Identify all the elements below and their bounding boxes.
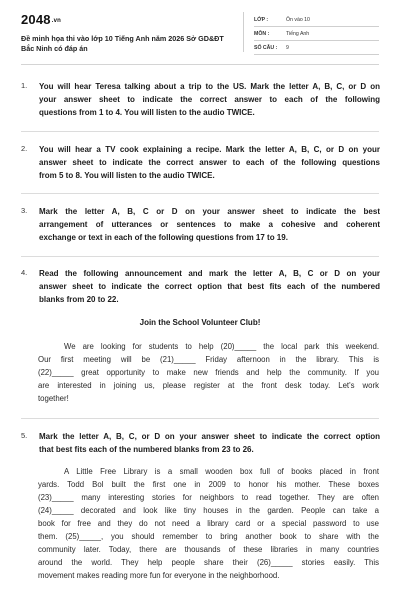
section-divider <box>21 193 379 194</box>
instruction-line: that best fits each of the numbered blanks from 23 to 26. <box>39 445 254 454</box>
section-instruction <box>39 205 380 244</box>
section-instruction <box>39 80 380 119</box>
instruction-line: questions from 1 to 4. You will listen to the audio TWICE. <box>39 108 255 117</box>
section-number: 5. <box>21 431 28 440</box>
passage-line: book for free and they do not need a library card or a special password to use <box>38 519 379 528</box>
section-instruction <box>39 430 380 456</box>
passage-line: A Little Free Library is a small wooden box full of books placed in front <box>64 467 379 476</box>
meta-class-label: LỚP : <box>254 17 269 23</box>
meta-subject <box>254 28 379 41</box>
passage-line: together! <box>38 394 69 403</box>
instruction-line: blanks from 20 to 22. <box>39 295 119 304</box>
passage-line: We are looking for students to help (20)_____ the local park this weekend. <box>64 342 379 351</box>
meta-question-count-label: SỐ CÂU : <box>254 45 278 51</box>
instruction-line: arrangement of utterances or sentences to make a cohesive and coherent <box>39 220 380 229</box>
section-instruction <box>39 143 380 182</box>
instruction-line: from 5 to 8. You will listen to the audio TWICE. <box>39 171 215 180</box>
passage-line: community later. Today, there are thousands of these libraries in many countries <box>38 545 379 554</box>
section-divider <box>21 418 379 419</box>
passage-line: yards. Todd Bol built the first one in 2009 to honor his mother. These boxes <box>38 480 379 489</box>
section-number: 2. <box>21 144 28 153</box>
passage-line: them. (25)_____, you should remember to bring another book to share with the <box>38 532 379 541</box>
section-number: 3. <box>21 206 28 215</box>
instruction-line: Read the following announcement and mark the letter A, B, C or D on your <box>39 269 380 278</box>
exam-title-line-2: Bắc Ninh có đáp án <box>21 44 88 53</box>
passage-title: Join the School Volunteer Club! <box>139 318 261 327</box>
header-divider <box>21 64 379 65</box>
meta-class-value: Ôn vào 10 <box>286 17 310 23</box>
meta-question-count-value: 9 <box>286 45 289 51</box>
library-passage <box>38 465 379 582</box>
section-number: 1. <box>21 81 28 90</box>
instruction-line: You will hear Teresa talking about a trip to the US. Mark the letter A, B, C, or D on <box>39 82 380 91</box>
site-logo[interactable] <box>21 12 61 27</box>
instruction-line: Mark the letter A, B, C, or D on your answer sheet to indicate the correct option <box>39 432 380 441</box>
passage-line: (22)_____ great opportunity to make new friends and help the community. If you <box>38 368 379 377</box>
instruction-line: You will hear a TV cook explaining a recipe. Mark the letter A, B, C, or D on your <box>39 145 380 154</box>
instruction-line: answer sheet to indicate the correct answer to each of the following questions <box>39 158 380 167</box>
passage-line: (24)_____ decorated and look like tiny houses in the garden. People can take a <box>38 506 379 515</box>
section-instruction <box>39 267 380 306</box>
logo-suffix: .vn <box>51 17 62 24</box>
section-divider <box>21 131 379 132</box>
page-header <box>0 0 400 60</box>
logo-text: 2048 <box>21 12 51 27</box>
meta-subject-label: MÔN : <box>254 31 270 37</box>
section-number: 4. <box>21 268 28 277</box>
meta-divider <box>243 12 244 52</box>
section-divider <box>21 256 379 257</box>
passage-line: Our first meeting will be (21)_____ Friday afternoon in the library. This is <box>38 355 379 364</box>
meta-question-count <box>254 42 379 55</box>
instruction-line: Mark the letter A, B, C or D on your answer sheet to indicate the best <box>39 207 380 216</box>
instruction-line: exchange or text in each of the following questions from 17 to 19. <box>39 233 288 242</box>
passage-line: are interested in joining us, please register at the front desk today. Let's work <box>38 381 379 390</box>
meta-subject-value: Tiếng Anh <box>286 31 310 37</box>
meta-class <box>254 14 379 27</box>
passage-line: around the world. They help people share their (26)_____ stories easily. This <box>38 558 379 567</box>
instruction-line: your answer sheet to indicate the correct answer to each of the following <box>39 95 380 104</box>
exam-title-line-1: Đề minh họa thi vào lớp 10 Tiếng Anh năm 2026 Sở GD&ĐT <box>21 34 224 43</box>
passage-line: movement makes reading more fun for everyone in the neighborhood. <box>38 571 280 580</box>
instruction-line: answer sheet to indicate the correct option that best fits each of the numbered <box>39 282 380 291</box>
announcement-passage <box>38 340 379 405</box>
passage-line: (23)_____ many interesting stories for neighbors to read together. They are often <box>38 493 379 502</box>
